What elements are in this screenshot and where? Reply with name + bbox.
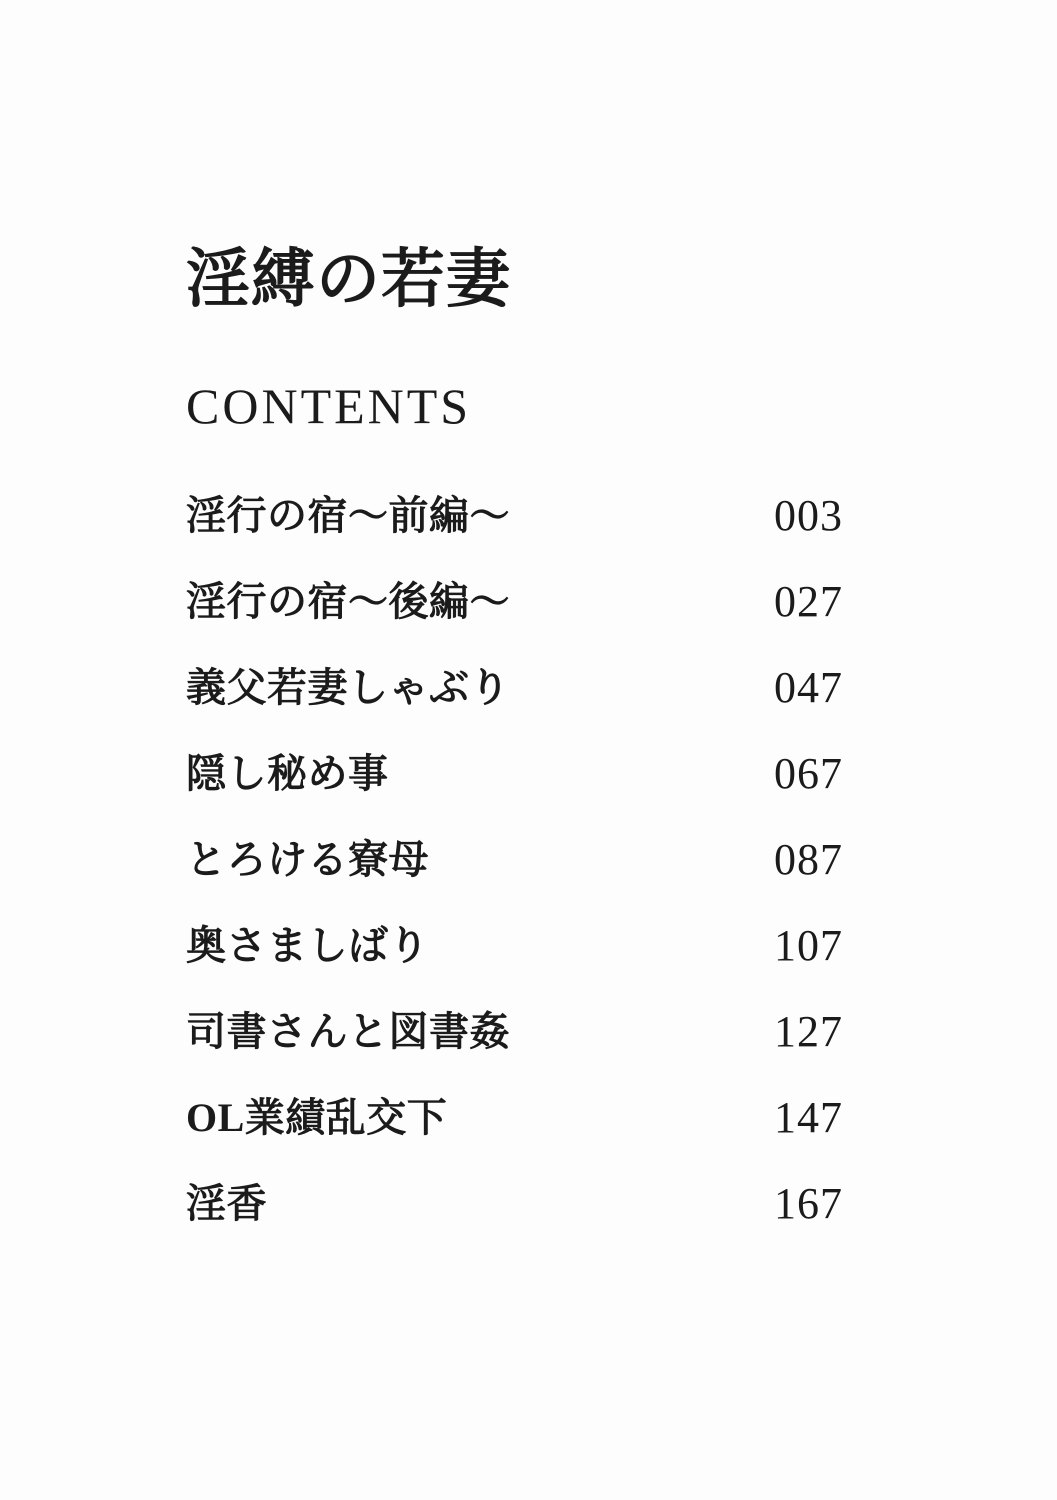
toc-entry — [186, 1161, 843, 1247]
toc-entry-title: 淫行の宿～前編～ — [186, 493, 510, 538]
toc-entry-title: 奥さましばり — [186, 923, 429, 968]
toc-entry-page-number: 003 — [774, 491, 843, 540]
toc-entry — [186, 731, 843, 817]
toc-entry — [186, 817, 843, 903]
toc-entry — [186, 903, 843, 989]
toc-entry — [186, 559, 843, 645]
toc-entry-page-number: 167 — [774, 1179, 843, 1228]
toc-entry-title: 淫香 — [186, 1181, 267, 1226]
toc-entry-page-number: 087 — [774, 835, 843, 884]
toc-entry-title: とろける寮母 — [186, 837, 429, 882]
toc-entry-page-number: 067 — [774, 749, 843, 798]
toc-entry — [186, 1075, 843, 1161]
toc-entry-title: 司書さんと図書姦 — [186, 1009, 510, 1054]
toc-entry-page-number: 027 — [774, 577, 843, 626]
toc-list — [186, 473, 843, 1247]
toc-entry-page-number: 127 — [774, 1007, 843, 1056]
contents-heading: CONTENTS — [186, 378, 472, 434]
toc-entry-title: 義父若妻しゃぶり — [186, 665, 510, 710]
toc-entry — [186, 989, 843, 1075]
toc-entry-title: 淫行の宿～後編～ — [186, 579, 510, 624]
toc-entry-page-number: 147 — [774, 1093, 843, 1142]
toc-entry-page-number: 047 — [774, 663, 843, 712]
toc-entry — [186, 645, 843, 731]
toc-entry — [186, 473, 843, 559]
toc-entry-title: 隠し秘め事 — [186, 751, 389, 796]
toc-entry-page-number: 107 — [774, 921, 843, 970]
book-title: 淫縛の若妻 — [186, 244, 511, 315]
toc-entry-title: OL業績乱交下 — [186, 1095, 448, 1140]
